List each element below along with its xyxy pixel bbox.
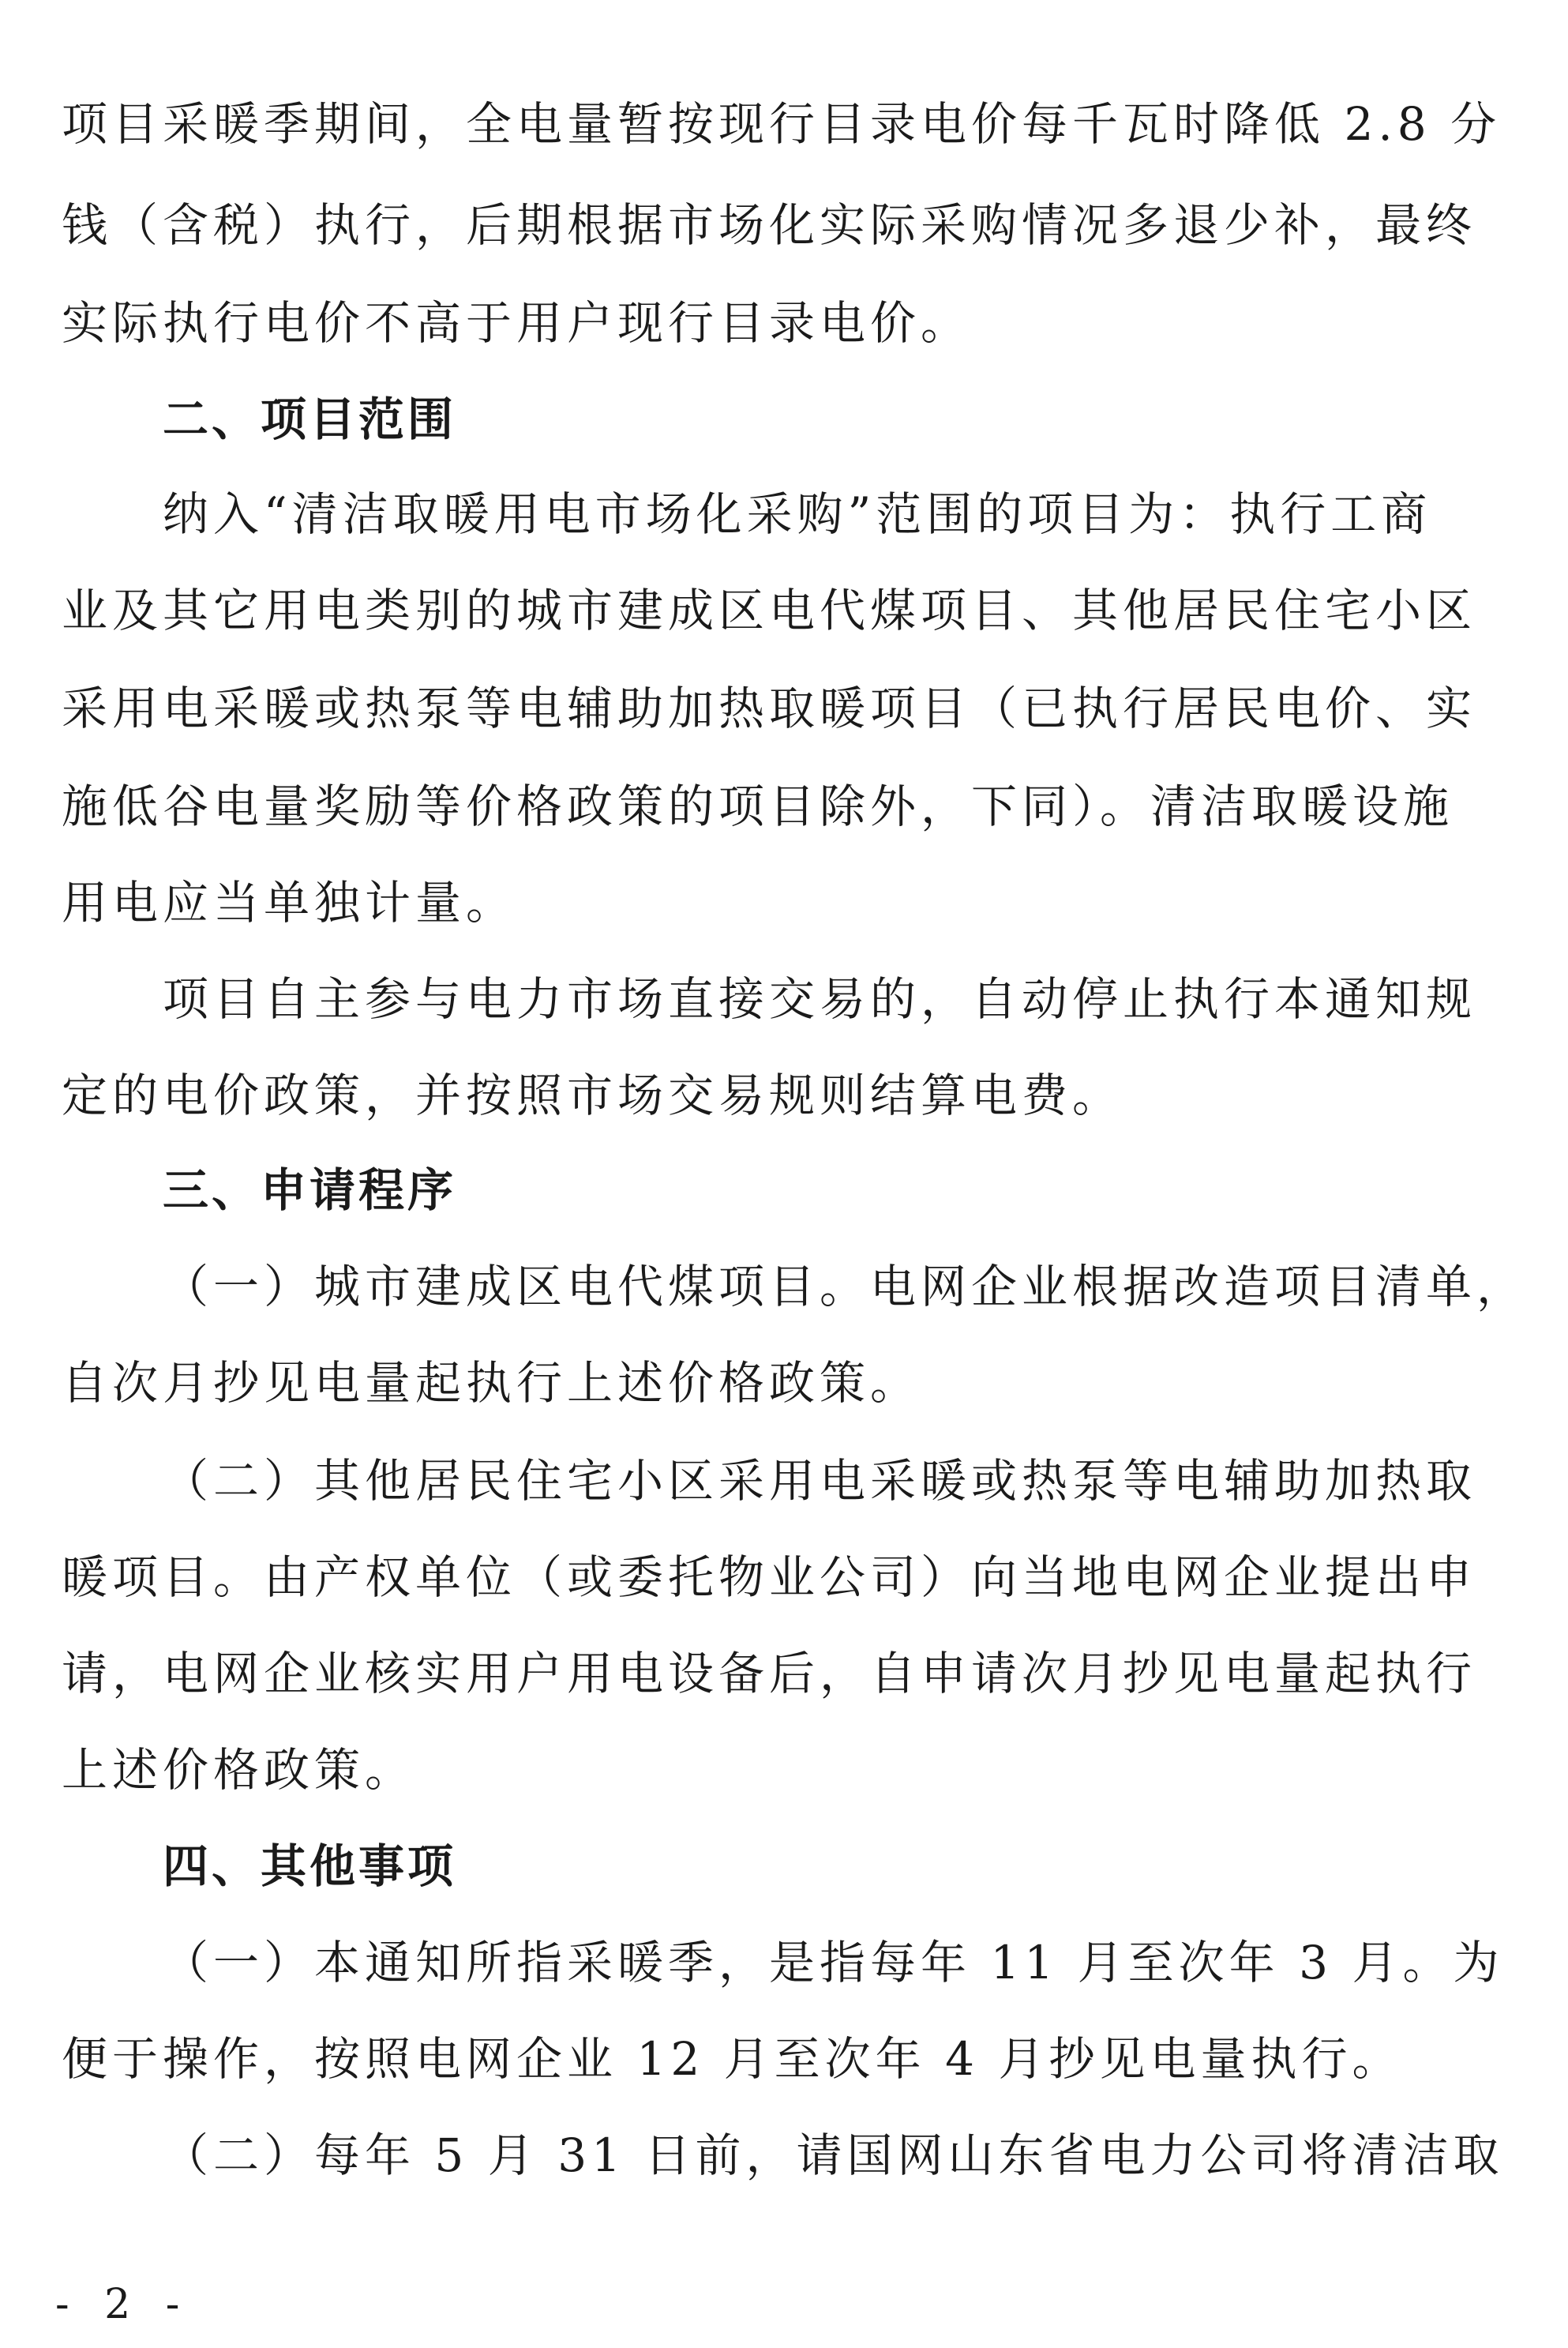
body-text-line: 钱（含税）执行，后期根据市场化实际采购情况多退少补，最终 xyxy=(62,198,1477,252)
body-text-line: 项目采暖季期间，全电量暂按现行目录电价每千瓦时降低 2.8 分 xyxy=(62,97,1502,151)
body-text-line: 采用电采暖或热泵等电辅助加热取暖项目（已执行居民电价、实 xyxy=(62,682,1477,735)
body-text-line: 上述价格政策。 xyxy=(62,1743,416,1797)
section-heading-procedure: 三、申请程序 xyxy=(163,1163,457,1217)
body-text-line: 请，电网企业核实用户用电设备后，自申请次月抄见电量起执行 xyxy=(62,1647,1477,1700)
body-text-line: （二）其他居民住宅小区采用电采暖或热泵等电辅助加热取 xyxy=(163,1454,1477,1508)
page-number: - 2 - xyxy=(55,2281,191,2328)
body-text-line: 业及其它用电类别的城市建成区电代煤项目、其他居民住宅小区 xyxy=(62,584,1477,637)
body-text-line: 项目自主参与电力市场直接交易的，自动停止执行本通知规 xyxy=(163,972,1477,1026)
body-text-line: （一）本通知所指采暖季，是指每年 11 月至次年 3 月。为 xyxy=(163,1936,1504,1989)
body-text-line: 暖项目。由产权单位（或委托物业公司）向当地电网企业提出申 xyxy=(62,1550,1477,1604)
body-text-line: 自次月抄见电量起执行上述价格政策。 xyxy=(62,1356,921,1410)
section-heading-other-matters: 四、其他事项 xyxy=(163,1839,457,1893)
body-text-line: 定的电价政策，并按照市场交易规则结算电费。 xyxy=(62,1069,1123,1122)
body-text-line: 实际执行电价不高于用户现行目录电价。 xyxy=(62,296,972,350)
body-text-line: 纳入“清洁取暖用电市场化采购”范围的项目为：执行工商 xyxy=(163,487,1432,541)
body-text-line: 施低谷电量奖励等价格政策的项目除外，下同）。清洁取暖设施 xyxy=(62,780,1454,833)
section-heading-scope: 二、项目范围 xyxy=(163,393,457,446)
body-text-line: 便于操作，按照电网企业 12 月至次年 4 月抄见电量执行。 xyxy=(62,2032,1403,2086)
body-text-line: （一）城市建成区电代煤项目。电网企业根据改造项目清单， xyxy=(163,1260,1528,1313)
body-text-line: （二）每年 5 月 31 日前，请国网山东省电力公司将清洁取 xyxy=(163,2128,1504,2182)
body-text-line: 用电应当单独计量。 xyxy=(62,876,517,930)
